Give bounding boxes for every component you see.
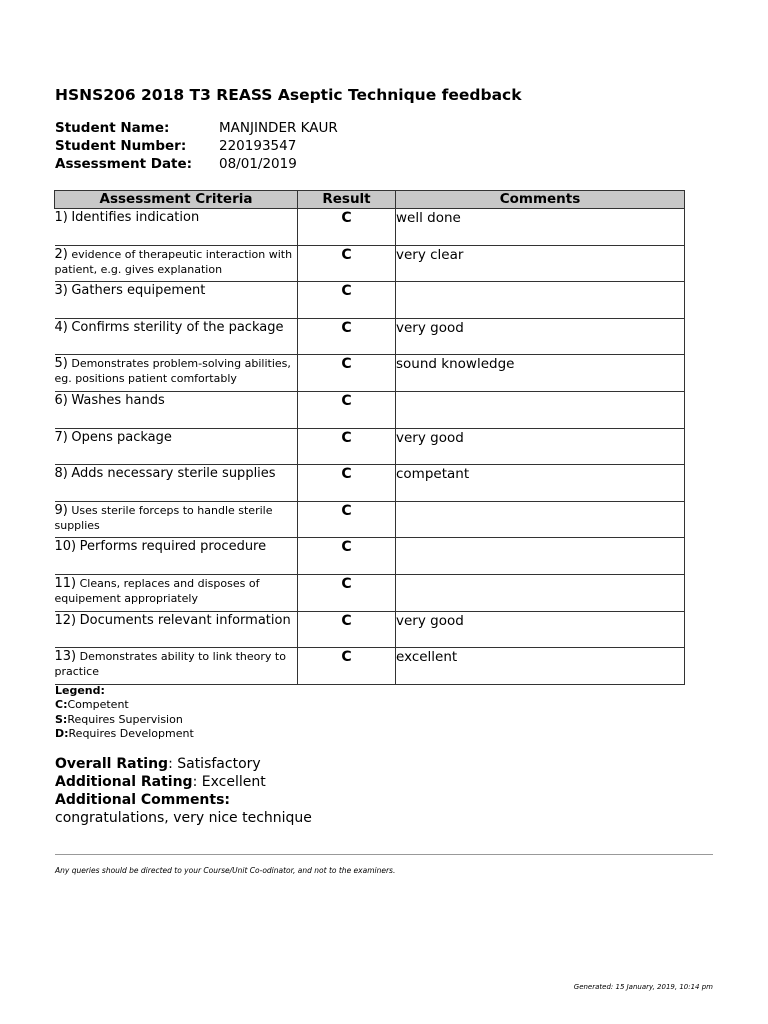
criteria-cell [55,611,298,648]
criteria-cell [55,538,298,575]
criteria-cell [55,318,298,355]
additional-rating [55,773,312,791]
result-cell [298,611,396,648]
result-value: C [341,319,352,336]
result-cell [298,245,396,282]
criteria-text-wrap [55,246,298,277]
criteria-text-wrap [55,612,298,628]
overall-rating-label: Overall Rating [55,756,169,772]
result-cell [298,318,396,355]
result-value: C [341,210,352,226]
comment-value: well done [396,210,461,226]
criteria-cell [55,465,298,502]
criteria-text-wrap [55,392,298,408]
comment-value [396,502,684,503]
criteria-text-wrap [55,538,298,554]
criteria-text-wrap [55,355,298,386]
legend [55,684,194,741]
criteria-cell [55,355,298,392]
legend-code: C: [55,698,68,712]
legend-item [55,698,194,712]
comment-cell [396,428,685,465]
table-row [55,648,685,685]
legend-desc: Requires Supervision [67,712,183,726]
table-row [55,355,685,392]
criteria-text-wrap [55,502,298,533]
table-row [55,282,685,319]
comments-header: Comments [396,191,685,209]
comment-cell [396,574,685,611]
criteria-number: 13) [54,649,77,665]
result-value: C [341,429,352,446]
assessment-table [54,190,685,685]
criteria-text: Identifies indication [71,210,200,225]
result-cell [298,391,396,428]
criteria-text: evidence of therapeutic interaction with patient, e.g. gives explanation [54,247,293,276]
criteria-number: 2) [54,246,68,262]
criteria-text-wrap [55,319,298,335]
table-row [55,538,685,575]
student-info [55,119,338,173]
criteria-text-wrap [55,575,298,606]
criteria-cell [55,282,298,319]
comment-value [396,575,684,576]
criteria-text: Gathers equipement [71,283,206,299]
criteria-number: 12) [54,612,77,628]
criteria-text: Documents relevant information [79,612,291,628]
result-value: C [341,612,352,629]
comment-value [396,538,684,539]
result-cell [298,282,396,319]
result-value: C [341,502,352,519]
additional-rating-value: : Excellent [192,774,266,790]
legend-code: D: [55,726,69,740]
criteria-cell [55,209,298,246]
table-row [55,245,685,282]
result-cell [298,648,396,685]
legend-code: S: [55,712,68,726]
criteria-text-wrap [55,209,298,225]
rating-section [55,755,312,827]
comment-cell [396,245,685,282]
criteria-number: 8) [54,466,68,482]
assessment-date-row [55,155,338,173]
table-row [55,465,685,502]
criteria-text: Confirms sterility of the package [71,319,284,335]
assessment-date-label: Assessment Date: [55,156,193,172]
result-cell [298,355,396,392]
criteria-number: 11) [54,575,77,591]
criteria-text-wrap [55,282,298,298]
overall-rating-value: : Satisfactory [168,756,261,772]
criteria-number: 7) [54,429,68,445]
comment-cell [396,611,685,648]
comment-cell [396,355,685,392]
criteria-cell [55,245,298,282]
comment-cell [396,465,685,502]
criteria-text: Demonstrates ability to link theory to practice [54,650,286,679]
student-number-label: Student Number: [55,138,187,154]
criteria-header: Assessment Criteria [55,191,298,209]
additional-comments-value: congratulations, very nice technique [55,810,312,826]
criteria-text: Cleans, replaces and disposes of equipement appropriately [54,576,260,605]
comment-value: very clear [396,246,464,263]
result-cell [298,209,396,246]
comment-cell [396,282,685,319]
criteria-text: Performs required procedure [79,539,267,555]
result-value: C [341,283,352,300]
criteria-text-wrap [55,465,298,481]
legend-item [55,727,194,741]
comment-cell [396,648,685,685]
result-value: C [341,575,352,592]
criteria-text-wrap [55,429,298,445]
criteria-cell [55,391,298,428]
comment-cell [396,501,685,538]
criteria-cell [55,501,298,538]
table-row [55,318,685,355]
assessment-date-value: 08/01/2019 [219,156,297,172]
result-value: C [341,356,352,373]
table-row [55,428,685,465]
result-value: C [341,539,352,556]
result-value: C [341,466,352,483]
table-row [55,611,685,648]
criteria-text: Washes hands [71,392,165,408]
criteria-cell [55,428,298,465]
result-cell [298,538,396,575]
legend-desc: Competent [67,698,129,712]
result-header: Result [298,191,396,209]
generated-timestamp: Generated: 15 January, 2019, 10:14 pm [573,983,713,991]
comment-cell [396,538,685,575]
comment-value: competant [396,466,470,483]
criteria-number: 5) [54,356,68,372]
legend-desc: Requires Development [68,726,194,740]
student-name-label: Student Name: [55,120,170,136]
comment-value: very good [396,429,464,446]
overall-rating [55,755,312,773]
result-cell [298,574,396,611]
footer-note: Any queries should be directed to your Course/Unit Co-odinator, and not to the examiners. [55,866,396,875]
legend-title: Legend: [55,684,105,697]
table-header-row [55,191,685,209]
comment-cell [396,391,685,428]
result-value: C [341,392,352,409]
criteria-text: Opens package [71,429,172,445]
comment-cell [396,209,685,246]
comment-value: sound knowledge [396,356,515,373]
footer-divider [55,854,713,855]
criteria-number: 4) [54,319,68,335]
table-row [55,501,685,538]
criteria-cell [55,574,298,611]
comment-value: excellent [396,649,458,666]
document-title: HSNS206 2018 T3 REASS Aseptic Technique feedback [55,86,522,104]
result-value: C [341,649,352,666]
criteria-text-wrap [55,648,298,679]
criteria-number: 1) [54,210,68,225]
criteria-text: Adds necessary sterile supplies [71,466,276,482]
criteria-number: 6) [54,392,68,408]
student-name-row [55,119,338,137]
comment-value: very good [396,319,464,336]
result-cell [298,428,396,465]
criteria-number: 10) [54,539,77,555]
comment-value: very good [396,612,464,629]
comment-value [396,392,684,393]
result-cell [298,465,396,502]
criteria-number: 3) [54,283,68,299]
comment-value [396,282,684,283]
additional-rating-label: Additional Rating [55,774,193,790]
additional-comments-label: Additional Comments: [55,792,231,808]
table-row [55,391,685,428]
student-number-row [55,137,338,155]
student-number-value: 220193547 [219,138,297,154]
criteria-text: Demonstrates problem-solving abilities, eg. positions patient comfortably [54,357,291,386]
table-row [55,574,685,611]
criteria-cell [55,648,298,685]
table-row [55,209,685,246]
result-value: C [341,246,352,263]
comment-cell [396,318,685,355]
criteria-number: 9) [54,502,68,518]
result-cell [298,501,396,538]
student-name-value: MANJINDER KAUR [219,120,338,136]
legend-item [55,713,194,727]
criteria-text: Uses sterile forceps to handle sterile supplies [54,503,273,532]
